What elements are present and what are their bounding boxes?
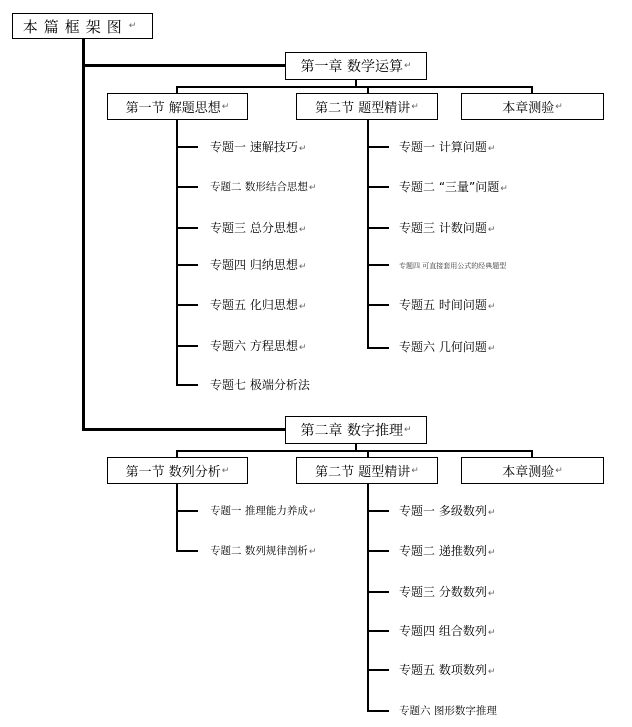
ch2-s1-spine [176, 484, 178, 552]
main-title-box [12, 13, 153, 39]
ch1-s2-spine [367, 120, 369, 349]
paragraph-mark-icon: ↵ [308, 183, 317, 193]
ch1-s2-branch [367, 304, 389, 306]
ch2-s2-branch [367, 510, 389, 512]
ch2-section-1-title: 第一节 数列分析 [125, 465, 221, 480]
paragraph-mark-icon: ↵ [128, 21, 143, 31]
ch1-hbar [176, 86, 533, 88]
list-item: 专题二 “三量”问题↵ [399, 180, 508, 194]
ch2-s1-branch [176, 550, 198, 552]
list-item: 专题一 计算问题↵ [399, 140, 496, 154]
paragraph-mark-icon: ↵ [411, 465, 419, 476]
ch2-s2-branch [367, 550, 389, 552]
connector-chapter-1 [82, 64, 287, 67]
ch1-s2-branch [367, 186, 389, 188]
paragraph-mark-icon: ↵ [308, 547, 317, 557]
paragraph-mark-icon: ↵ [487, 302, 496, 312]
list-item: 专题七 极端分析法 [210, 378, 310, 392]
paragraph-mark-icon: ↵ [487, 508, 496, 518]
ch2-s2-branch [367, 591, 389, 593]
paragraph-mark-icon: ↵ [221, 465, 230, 476]
paragraph-mark-icon: ↵ [487, 344, 496, 354]
trunk-line [82, 39, 85, 430]
paragraph-mark-icon: ↵ [487, 225, 496, 235]
ch1-s2-branch [367, 227, 389, 229]
list-item: 专题四 组合数列↵ [399, 624, 496, 638]
paragraph-mark-icon: ↵ [298, 225, 307, 235]
ch1-section-2-title: 第二节 题型精讲 [315, 101, 411, 116]
paragraph-mark-icon: ↵ [487, 144, 496, 154]
list-item: 专题五 数项数列↵ [399, 663, 496, 677]
ch1-section-1-title: 第一节 解题思想 [125, 101, 221, 116]
ch1-section-1-box [107, 93, 248, 120]
list-item: 专题二 递推数列↵ [399, 544, 496, 558]
paragraph-mark-icon: ↵ [403, 425, 412, 435]
ch2-section-1-box [107, 457, 248, 484]
ch1-s1-branch [176, 186, 198, 188]
ch1-s1-branch [176, 227, 198, 229]
paragraph-mark-icon: ↵ [221, 101, 230, 112]
list-item: 专题二 数形结合思想↵ [210, 181, 317, 193]
ch2-s2-branch [367, 710, 389, 712]
list-item: 专题三 分数数列↵ [399, 585, 496, 599]
chapter-2-title: 第二章 数字推理 [300, 423, 403, 439]
ch1-s2-branch [367, 146, 389, 148]
ch1-s1-branch [176, 345, 198, 347]
ch1-s2-branch [367, 264, 389, 266]
chapter-1-title: 第一章 数学运算 [300, 59, 403, 75]
list-item: 专题六 方程思想↵ [210, 339, 307, 353]
ch1-s1-branch [176, 146, 198, 148]
paragraph-mark-icon: ↵ [298, 262, 307, 272]
ch1-section-3-box [461, 93, 604, 120]
paragraph-mark-icon: ↵ [487, 628, 496, 638]
list-item: 专题三 计数问题↵ [399, 221, 496, 235]
ch2-s2-branch [367, 630, 389, 632]
list-item: 专题三 总分思想↵ [210, 221, 307, 235]
list-item: 专题四 归纳思想↵ [210, 258, 307, 272]
paragraph-mark-icon: ↵ [298, 343, 307, 353]
chapter-1-box [285, 52, 427, 80]
ch1-section-2-box [296, 93, 438, 120]
paragraph-mark-icon: ↵ [487, 548, 496, 558]
ch2-s2-spine [367, 484, 369, 712]
paragraph-mark-icon: ↵ [298, 144, 307, 154]
ch1-s1-branch [176, 304, 198, 306]
paragraph-mark-icon: ↵ [555, 465, 563, 476]
ch1-s2-branch [367, 347, 389, 349]
ch2-s2-branch [367, 669, 389, 671]
paragraph-mark-icon: ↵ [555, 101, 563, 112]
list-item: 专题六 几何问题↵ [399, 340, 496, 354]
list-item: 专题一 推理能力养成↵ [210, 505, 317, 517]
chapter-2-box [285, 416, 427, 444]
list-item: 专题一 多级数列↵ [399, 504, 496, 518]
list-item: 专题五 时间问题↵ [399, 298, 496, 312]
ch2-s1-branch [176, 510, 198, 512]
list-item: 专题五 化归思想↵ [210, 298, 307, 312]
ch1-s1-branch [176, 384, 198, 386]
paragraph-mark-icon: ↵ [487, 589, 496, 599]
paragraph-mark-icon: ↵ [500, 184, 508, 194]
list-item: 专题二 数列规律剖析↵ [210, 545, 317, 557]
list-item: 专题六 图形数字推理 [399, 705, 497, 717]
paragraph-mark-icon: ↵ [403, 61, 412, 71]
ch2-section-2-title: 第二节 题型精讲 [315, 465, 411, 480]
ch2-hbar [176, 450, 533, 452]
list-item: 专题四 可直接套用公式的经典题型 [399, 262, 507, 270]
list-item: 专题一 速解技巧↵ [210, 140, 307, 154]
ch1-section-3-title: 本章测验 [502, 101, 555, 116]
paragraph-mark-icon: ↵ [411, 101, 419, 112]
paragraph-mark-icon: ↵ [298, 302, 307, 312]
connector-chapter-2 [82, 428, 287, 431]
main-title: 本篇框架图 [22, 17, 128, 36]
ch2-section-2-box [296, 457, 438, 484]
ch1-s1-branch [176, 264, 198, 266]
paragraph-mark-icon: ↵ [308, 507, 317, 517]
paragraph-mark-icon: ↵ [487, 667, 496, 677]
ch2-section-3-box [461, 457, 604, 484]
ch2-section-3-title: 本章测验 [502, 465, 555, 480]
